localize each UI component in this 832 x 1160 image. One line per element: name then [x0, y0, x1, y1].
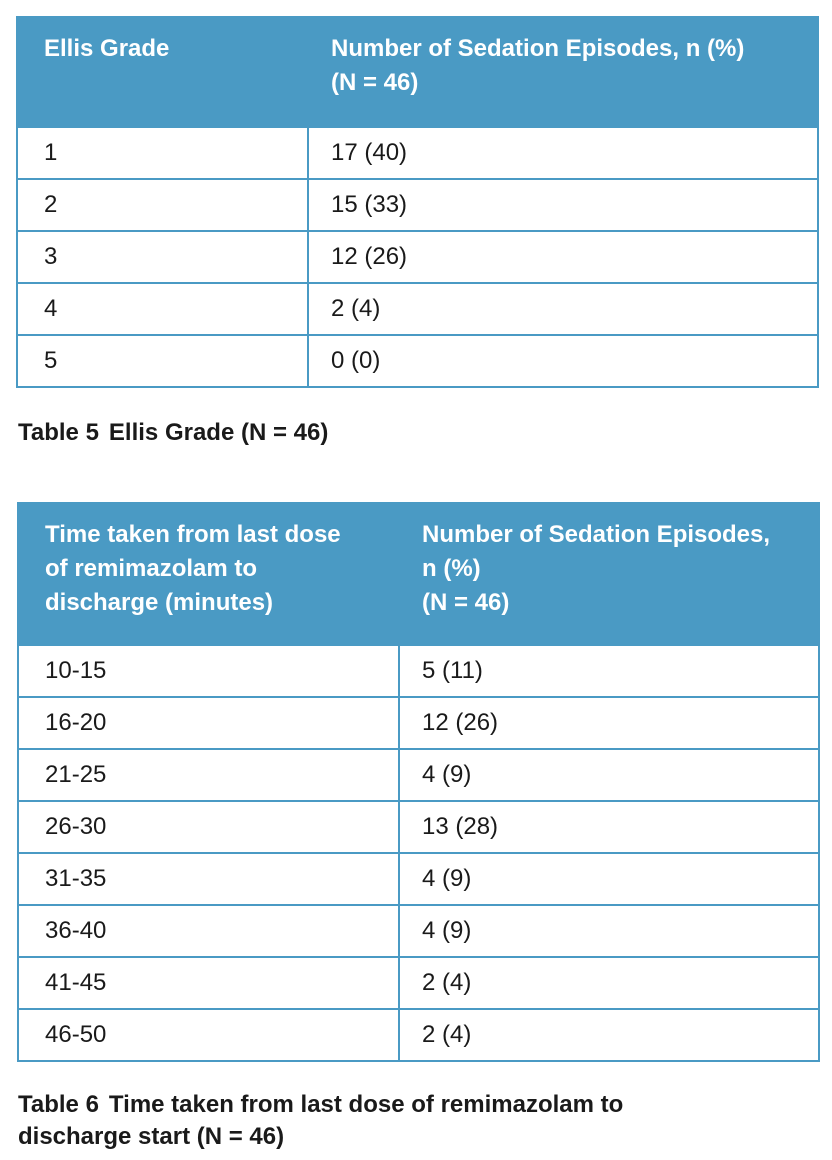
cell-episodes: 0 (0)	[308, 335, 818, 387]
cell-time-range: 31-35	[18, 853, 399, 905]
header-ellis-grade: Ellis Grade	[17, 17, 308, 127]
header-sedation-episodes	[308, 17, 818, 127]
discharge-time-table	[17, 502, 820, 1062]
table-row	[18, 645, 819, 697]
header-line: of remimazolam to	[45, 555, 258, 582]
table-row	[18, 905, 819, 957]
cell-episodes: 13 (28)	[399, 801, 819, 853]
cell-time-range: 26-30	[18, 801, 399, 853]
cell-episodes: 4 (9)	[399, 905, 819, 957]
table6-caption	[18, 1089, 623, 1153]
table-row	[18, 801, 819, 853]
table-header-row	[17, 17, 818, 127]
caption-text: Ellis Grade (N = 46)	[108, 419, 329, 446]
table-row	[18, 749, 819, 801]
cell-episodes: 2 (4)	[308, 283, 818, 335]
header-line: (N = 46)	[331, 69, 419, 96]
table-row	[17, 283, 818, 335]
header-line: Number of Sedation Episodes,	[422, 521, 771, 548]
header-time-taken	[18, 503, 399, 645]
cell-episodes: 2 (4)	[399, 1009, 819, 1061]
table-row	[17, 127, 818, 179]
cell-time-range: 41-45	[18, 957, 399, 1009]
header-line: (N = 46)	[422, 589, 510, 616]
table-row	[17, 335, 818, 387]
table-row	[17, 231, 818, 283]
cell-grade: 2	[17, 179, 308, 231]
cell-episodes: 4 (9)	[399, 749, 819, 801]
header-line: Number of Sedation Episodes, n (%)	[331, 35, 745, 62]
caption-number: Table 5	[18, 419, 99, 446]
cell-episodes: 2 (4)	[399, 957, 819, 1009]
caption-text-line1: Time taken from last dose of remimazolam to	[108, 1091, 624, 1118]
cell-time-range: 16-20	[18, 697, 399, 749]
header-sedation-episodes	[399, 503, 819, 645]
ellis-grade-table	[16, 16, 819, 388]
cell-episodes: 5 (11)	[399, 645, 819, 697]
table-row	[18, 853, 819, 905]
header-line: discharge (minutes)	[45, 589, 274, 616]
cell-grade: 3	[17, 231, 308, 283]
cell-episodes: 17 (40)	[308, 127, 818, 179]
cell-time-range: 36-40	[18, 905, 399, 957]
cell-grade: 5	[17, 335, 308, 387]
cell-time-range: 21-25	[18, 749, 399, 801]
cell-episodes: 15 (33)	[308, 179, 818, 231]
cell-grade: 1	[17, 127, 308, 179]
table-header-row	[18, 503, 819, 645]
cell-grade: 4	[17, 283, 308, 335]
table-row	[18, 697, 819, 749]
table-row	[17, 179, 818, 231]
cell-episodes: 12 (26)	[308, 231, 818, 283]
caption-text-line2: discharge start (N = 46)	[18, 1123, 285, 1150]
cell-episodes: 4 (9)	[399, 853, 819, 905]
cell-episodes: 12 (26)	[399, 697, 819, 749]
header-line: Time taken from last dose	[45, 521, 341, 548]
table-row	[18, 957, 819, 1009]
table5-caption	[18, 417, 328, 449]
table-row	[18, 1009, 819, 1061]
cell-time-range: 10-15	[18, 645, 399, 697]
cell-time-range: 46-50	[18, 1009, 399, 1061]
caption-number: Table 6	[18, 1091, 99, 1118]
header-line: n (%)	[422, 555, 481, 582]
